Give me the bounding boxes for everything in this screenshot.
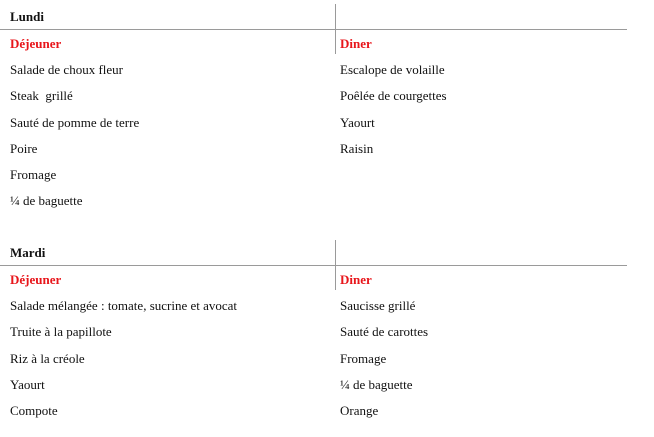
lunch-item: Fromage: [10, 167, 57, 183]
day-title: Lundi: [10, 9, 44, 24]
dinner-item: Escalope de volaille: [340, 62, 445, 77]
lunch-list: [10, 298, 237, 429]
dinner-item: Orange: [340, 403, 379, 419]
lunch-list: [10, 62, 139, 220]
dinner-item: Yaourt: [340, 114, 375, 130]
dinner-item: Fromage: [340, 350, 387, 366]
dinner-heading: Diner: [340, 36, 372, 51]
lunch-item: Steak grillé: [10, 88, 73, 104]
lunch-item: Salade mélangée : tomate, sucrine et avocat: [10, 298, 238, 313]
lunch-item: Truite à la papillote: [10, 324, 112, 340]
lunch-heading: Déjeuner: [10, 36, 62, 51]
day-title: Mardi: [10, 245, 46, 260]
dinner-list: [340, 298, 428, 429]
lunch-item: ¼ de baguette: [10, 193, 83, 209]
header-rule: [0, 29, 627, 30]
lunch-item: Sauté de pomme de terre: [10, 114, 140, 130]
lunch-item: Compote: [10, 403, 58, 419]
header-rule: [0, 265, 627, 266]
dinner-item: Saucisse grillé: [340, 298, 416, 313]
dinner-item: Poêlée de courgettes: [340, 88, 447, 104]
lunch-item: Yaourt: [10, 376, 45, 392]
dinner-heading: Diner: [340, 272, 372, 287]
lunch-item: Poire: [10, 140, 38, 156]
dinner-item: Sauté de carottes: [340, 324, 429, 340]
lunch-heading: Déjeuner: [10, 272, 62, 287]
lunch-item: Salade de choux fleur: [10, 62, 123, 77]
dinner-item: ¼ de baguette: [340, 376, 413, 392]
dinner-list: [340, 62, 447, 167]
day-block-mardi: [0, 236, 654, 436]
dinner-item: Raisin: [340, 140, 374, 156]
lunch-item: Riz à la créole: [10, 350, 85, 366]
